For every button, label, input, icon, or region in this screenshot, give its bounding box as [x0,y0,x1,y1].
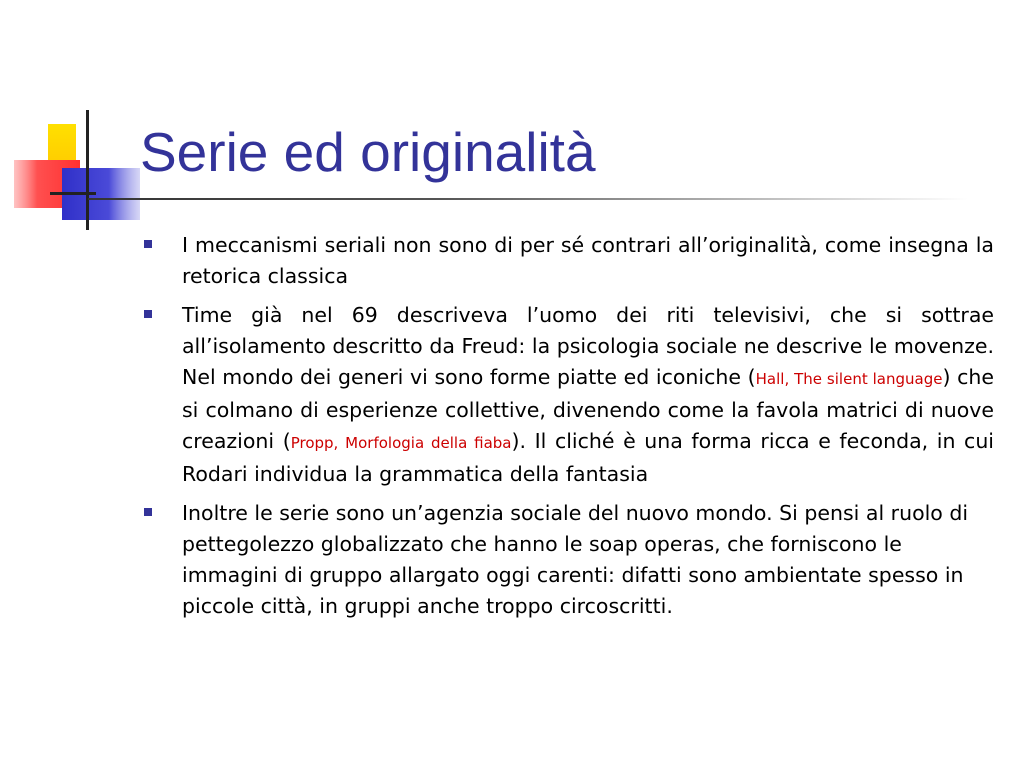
title-divider [88,198,968,200]
square-bullet-icon [144,508,152,516]
bullet-item [144,498,994,622]
square-bullet-icon [144,310,152,318]
bullet-text: ) che si colmano di esperienze collettive, divenendo come la favola matrici di nuove creazioni ( [182,365,994,453]
square-bullet-icon [144,240,152,248]
bullet-text: I meccanismi seriali non sono di per sé contrari all’originalità, come insegna la retorica classica [182,233,994,288]
bullet-text: Time già nel 69 descriveva l’uomo dei riti televisivi, che si sottrae all’isolamento descritto da Freud: la psicologia sociale ne descrive le movenze. Nel mondo dei generi vi sono forme piatte ed iconiche ( [182,303,994,389]
bullet-text: Inoltre le serie sono un’agenzia sociale del nuovo mondo. Si pensi al ruolo di pettegolezzo globalizzato che hanno le soap operas, che forniscono le immagini di gruppo allargato oggi carenti: difatti sono ambientate spesso in piccole città, in gruppi anche troppo circoscritti. [182,501,969,618]
bullet-list [144,230,994,630]
bullet-item [144,300,994,490]
bullet-item [144,230,994,292]
logo-horizontal-line [50,192,96,195]
slide-title: Serie ed originalità [140,121,596,183]
bullet-reference: Hall, The silent language [755,370,943,388]
decorative-squares-logo [0,0,150,240]
logo-vertical-line [86,110,89,230]
bullet-reference: Propp, Morfologia della fiaba [290,434,512,452]
bullet-text: ). Il cliché è una forma ricca e feconda, in cui Rodari individua la grammatica della fantasia [182,429,995,486]
